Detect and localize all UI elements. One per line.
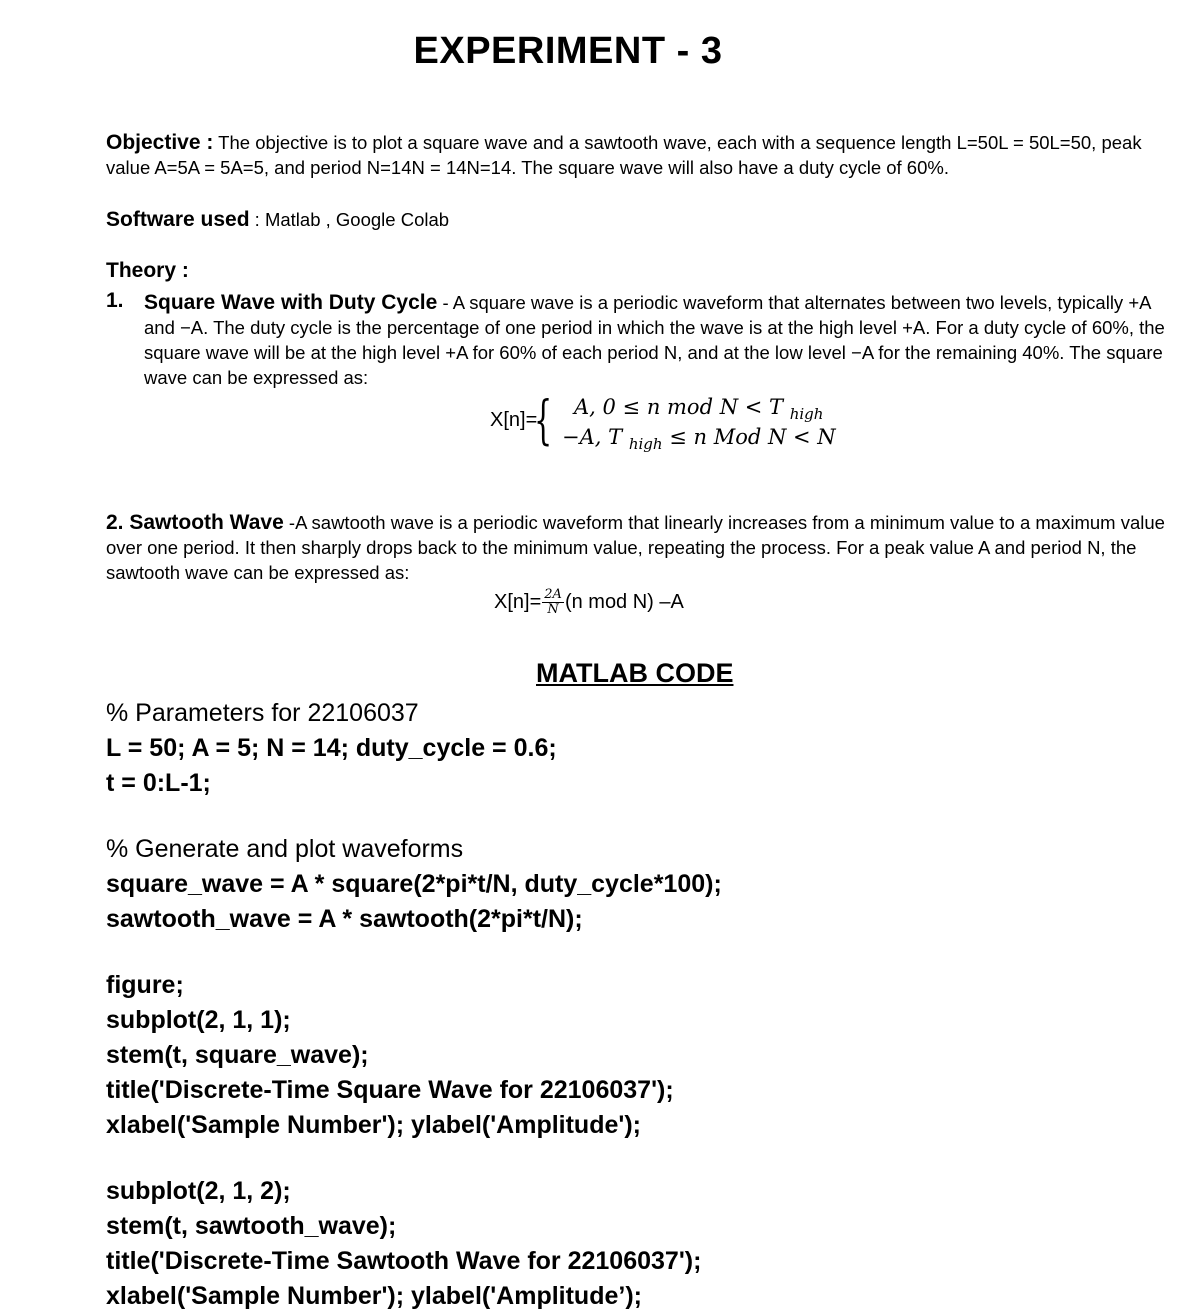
code-comment: % Generate and plot waveforms [106, 835, 464, 863]
code-line: sawtooth_wave = A * sawtooth(2*pi*t/N); [106, 905, 583, 933]
theory-item2-paragraph [106, 510, 1176, 585]
theory-item1-number: 1. [106, 289, 124, 312]
code-line: L = 50; A = 5; N = 14; duty_cycle = 0.6; [106, 734, 557, 762]
code-line: title('Discrete-Time Sawtooth Wave for 22106037'); [106, 1247, 702, 1275]
software-label: Software used [106, 208, 250, 231]
code-block-parameters [106, 696, 557, 801]
formula1-brace: { [534, 391, 553, 451]
formula2-rhs: (n mod N) –A [564, 590, 684, 613]
code-line: title('Discrete-Time Square Wave for 22106037'); [106, 1076, 674, 1104]
code-line: stem(t, square_wave); [106, 1041, 369, 1069]
objective-label: Objective : [106, 131, 214, 154]
formula1-line2: −A, T $_{high}$ ≤ n Mod N < N [562, 425, 836, 454]
code-line: t = 0:L-1; [106, 769, 211, 797]
software-paragraph [106, 207, 1176, 232]
code-comment: % Parameters for 22106037 [106, 699, 419, 727]
code-line: square_wave = A * square(2*pi*t/N, duty_cycle*100); [106, 870, 722, 898]
objective-text: The objective is to plot a square wave and a sawtooth wave, each with a sequence length L=50L = 50L=50, peak value A=5A = 5A=5, and period N=14N = 14N=14. The square wave will also have a duty cycle of 60%. [106, 132, 1142, 178]
theory-item2-text: -A sawtooth wave is a periodic waveform that linearly increases from a minimum value to a maximum value over one period. It then sharply drops back to the minimum value, repeating the process. For a peak value A and period N, the sawtooth wave can be expressed as: [106, 512, 1165, 583]
software-text: : Matlab , Google Colab [249, 209, 450, 230]
code-heading: MATLAB CODE [536, 658, 734, 688]
code-line: stem(t, sawtooth_wave); [106, 1212, 397, 1240]
code-block-square-plot [106, 968, 674, 1143]
code-line: xlabel('Sample Number'); ylabel('Amplitude’); [106, 1282, 642, 1310]
code-line: subplot(2, 1, 2); [106, 1177, 291, 1205]
code-block-sawtooth-plot [106, 1174, 701, 1314]
objective-paragraph [106, 130, 1176, 180]
theory-heading: Theory : [106, 259, 189, 282]
theory-item1-label: Square Wave with Duty Cycle [144, 291, 438, 314]
theory-item2-label: 2. Sawtooth Wave [106, 511, 284, 534]
formula2-lhs: X[n]= [494, 590, 542, 613]
sawtooth-wave-formula [494, 588, 684, 617]
formula1-lhs: X[n]= [490, 409, 538, 431]
formula1-line1: A, 0 ≤ n mod N < T $_{high}$ [574, 395, 824, 424]
code-line: xlabel('Sample Number'); ylabel('Amplitude'); [106, 1111, 641, 1139]
page-title: EXPERIMENT - 3 [413, 30, 723, 72]
formula2-fraction: $\frac{2A}{N}$ [544, 587, 562, 617]
theory-item1-paragraph [144, 290, 1174, 390]
code-line: subplot(2, 1, 1); [106, 1006, 291, 1034]
theory-item1-text: - A square wave is a periodic waveform that alternates between two levels, typically +A and −A. The duty cycle is the percentage of one period in which the wave is at the high level +A. For a duty cycle of 60%, the square wave will be at the high level +A for 60% of each period N, and at the low level −A for the remaining 40%. The square wave can be expressed as: [144, 292, 1165, 388]
code-block-generate [106, 832, 722, 937]
code-line: figure; [106, 971, 184, 999]
